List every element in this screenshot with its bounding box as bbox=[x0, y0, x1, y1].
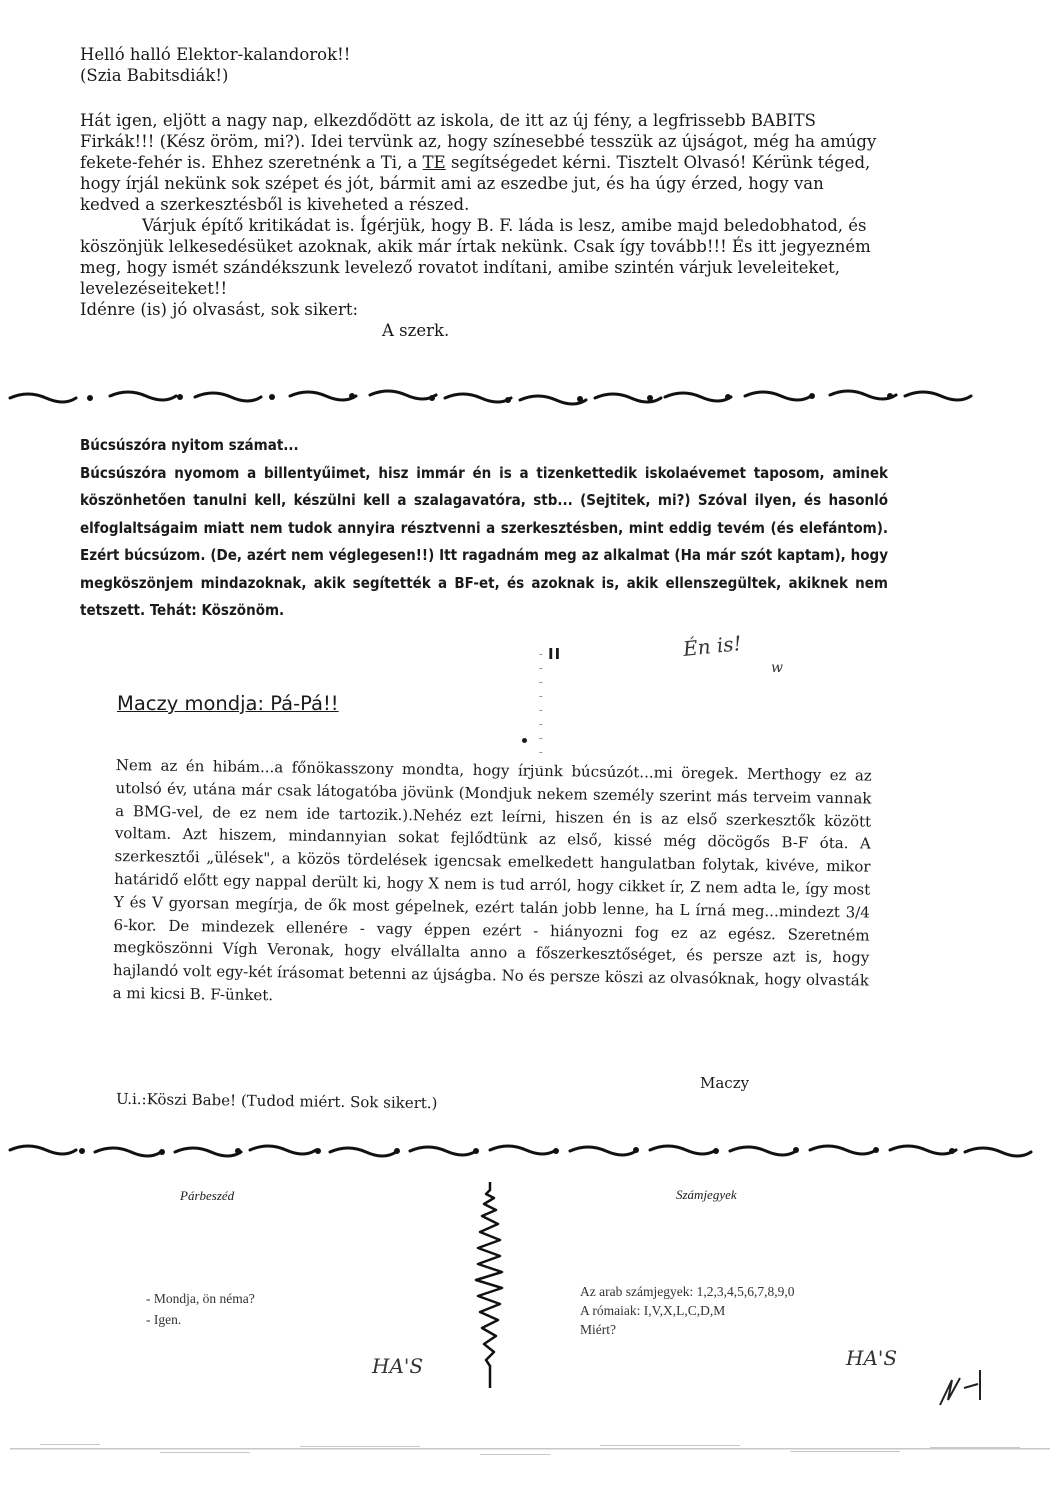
digits-title: Számjegyek bbox=[676, 1187, 737, 1202]
maczy-body: Nem az én hibám...a főnökasszony mondta, hogy írjunk búcsúzót...mi öregek. Merthogy ez az utolsó év, utána már csak látogatóba jövünk (Mondjuk nekem személy szerint más terveim vannak a BMG-vel, de ez nem ide tartozik.).Nehéz ezt leírni, hiszen én is az első szerkesztők között voltam. Azt hiszem, mindannyian sokat fejlődtünk az első, kissé még döcögős B-F óta. A szerkesztői „ülések", a közös tördelések igencsak emelkedett hangulatban folytak, kivéve, mikor határidő előtt egy nappal derült ki, hogy X nem is tud arról, hogy cikket ír, Z nem adta le, így most Y és V gyorsan megírja, de ők most gépelnek, ezért talán jobb lenne, ha L írná meg...mindezt 3/4 6-kor. De mindezek ellenére - vagy éppen ezért - hiányozni fog ez az egész. Szeretném megköszönni Vígh Veronak, hogy elvállalta anno a főszerkesztőséget, és persze azt is, hogy hajlandó volt egy-két írásomat betenni az újságba. No és persze köszi az olvasóknak, hogy olvasták a mi kicsi B. F-ünket. bbox=[112, 755, 872, 1005]
ink-dot bbox=[522, 738, 527, 743]
wave-divider-top bbox=[0, 382, 1061, 412]
handwritten-signature-left: HA'S bbox=[372, 1354, 424, 1378]
maczy-section bbox=[112, 754, 871, 1015]
emphasis-te: TE bbox=[422, 153, 446, 172]
handwritten-initial: w bbox=[771, 660, 783, 676]
editorial-paragraph-3: Idénre (is) jó olvasást, sok sikert: bbox=[80, 300, 359, 319]
greeting-line: Helló halló Elektor-kalandorok!! bbox=[80, 45, 351, 64]
farewell-title: Búcsúszóra nyitom számat... bbox=[80, 436, 299, 454]
scan-noise bbox=[0, 1430, 1061, 1470]
maczy-title: Maczy mondja: Pá-Pá!! bbox=[117, 692, 339, 715]
editorial-paragraph-1: Hát igen, eljött a nagy nap, elkezdődött az iskola, de itt az új fény, a legfrissebb BABITS Firkák!!! (Kész öröm, mi?). Idei tervünk az, hogy színesebbé tesszük az újságot, még ha amúgy fekete-fehér is. Ehhez szeretnénk a Ti, a TE segítségedet kérni. Tisztelt Olvasó! Kérünk téged, hogy írjál nekünk sok szépet és jót, bármit ami az eszedbe jut, és ha úgy érzed, hogy van kedved a szerkesztésből is kiveheted a részed. bbox=[80, 111, 877, 214]
farewell-signature: - - - II bbox=[548, 645, 561, 663]
digits-block bbox=[580, 1282, 794, 1339]
digits-line-1: Az arab számjegyek: 1,2,3,4,5,6,7,8,9,0 bbox=[580, 1284, 795, 1299]
digits-line-3: Miért? bbox=[580, 1322, 616, 1337]
editorial-signature: A szerk. bbox=[382, 321, 450, 340]
dialogue-title: Párbeszéd bbox=[180, 1188, 235, 1203]
farewell-section-ii bbox=[80, 432, 888, 625]
dialogue-block bbox=[146, 1288, 255, 1330]
farewell-body: Búcsúszóra nyomom a billentyűimet, hisz immár én is a tizenkettedik iskolaévemet taposom, aminek köszönhetően tanulni kell, készülni kell a szalagavatóra, stb... (Sejtitek, mi?) Szóval ilyen, és hasonló elfoglaltságaim miatt nem tudok annyira résztvenni a szerkesztésben, mint eddig tevém (és elefántom). Ezért búcsúzom. (De, azért nem véglegesen!!) Itt ragadnám meg az alkalmat (Ha már szót kaptam), hogy megköszönjem mindazoknak, akik segítették a BF-et, és azoknak is, akik ellenszegültek, akiknek nem tetszett. Tehát: Köszönöm. bbox=[80, 463, 888, 619]
digits-line-2: A rómaiak: I,V,X,L,C,D,M bbox=[580, 1303, 726, 1318]
zigzag-separator bbox=[458, 1180, 518, 1390]
editorial-paragraph-2: Várjuk építő kritikádat is. Ígérjük, hogy B. F. láda is lesz, amibe majd beledobhatod, és köszönjük lelkesedésüket azoknak, akik már írtak nekünk. Csak így tovább!!! És itt jegyezném meg, hogy ismét szándékszunk levelező rovatot indítani, amibe szintén várjuk leveleiteket, levelezéseiteket!! bbox=[80, 216, 871, 298]
handwritten-note: Én is! bbox=[681, 631, 743, 661]
dialogue-line-2: - Igen. bbox=[146, 1312, 182, 1327]
handwritten-signature-right: HA'S bbox=[846, 1346, 898, 1370]
greeting-subline: (Szia Babitsdiák!) bbox=[80, 66, 229, 85]
maczy-signature: Maczy bbox=[700, 1074, 750, 1092]
editorial-section bbox=[80, 44, 880, 341]
dialogue-line-1: - Mondja, ön néma? bbox=[146, 1291, 255, 1306]
maczy-postscript: U.i.:Köszi Babe! (Tudod miért. Sok sikert.) bbox=[115, 1089, 438, 1113]
scribble-mark bbox=[930, 1360, 990, 1410]
wave-divider-bottom bbox=[0, 1136, 1061, 1166]
